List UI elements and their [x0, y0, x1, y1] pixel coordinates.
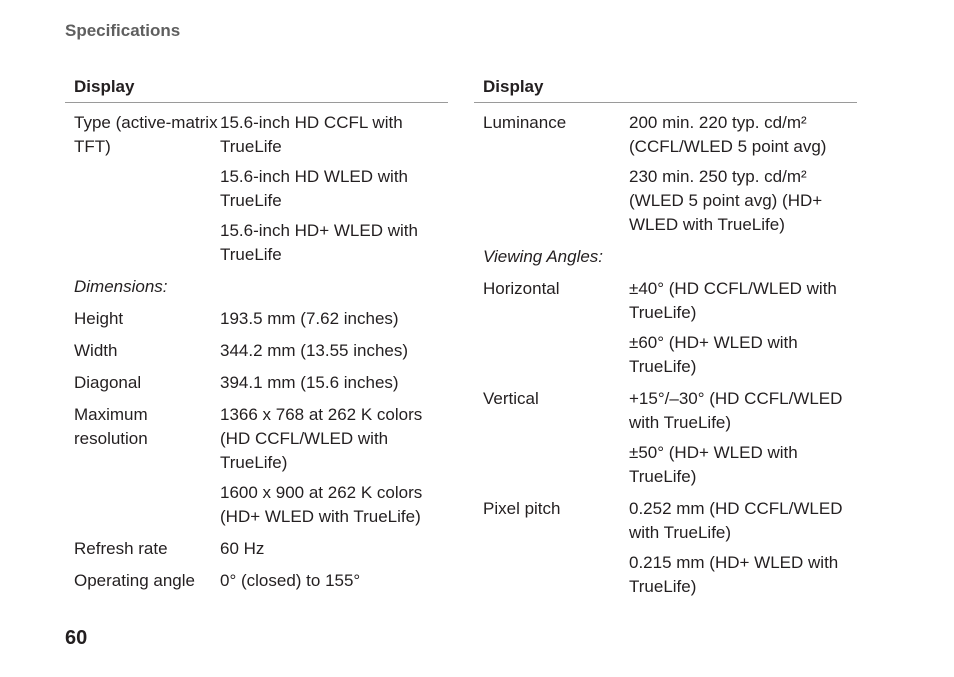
- spec-value: ±60° (HD+ WLED with TrueLife): [629, 333, 798, 376]
- spec-subheading: Dimensions:: [74, 277, 168, 296]
- spec-value: 1366 x 768 at 262 K colors (HD CCFL/WLED with TrueLife): [220, 405, 423, 472]
- spec-row: [65, 307, 448, 331]
- column-heading: Display: [65, 76, 448, 103]
- spec-value: +15°/–30° (HD CCFL/WLED with TrueLife): [629, 389, 843, 432]
- spec-value: 230 min. 250 typ. cd/m² (WLED 5 point avg) (HD+ WLED with TrueLife): [629, 167, 823, 234]
- spec-row: [474, 111, 857, 237]
- spec-rows: [65, 103, 448, 593]
- page-number: 60: [65, 627, 88, 649]
- spec-values: [220, 111, 448, 267]
- spec-label: Maximum resolution: [74, 405, 148, 448]
- spec-value: 15.6-inch HD CCFL with TrueLife: [220, 113, 403, 156]
- spec-value: 15.6-inch HD WLED with TrueLife: [220, 167, 409, 210]
- spec-values: [629, 387, 857, 489]
- spec-values: [220, 307, 448, 331]
- spec-values: [220, 537, 448, 561]
- spec-value: 394.1 mm (15.6 inches): [220, 373, 399, 392]
- spec-values: [629, 277, 857, 379]
- spec-value: 60 Hz: [220, 539, 265, 558]
- spec-label: Vertical: [483, 389, 539, 408]
- spec-row: [474, 497, 857, 599]
- spec-value: 0.252 mm (HD CCFL/WLED with TrueLife): [629, 499, 843, 542]
- spec-label: Refresh rate: [74, 539, 168, 558]
- display-column-left: [65, 76, 448, 601]
- spec-row: [474, 277, 857, 379]
- column-heading: Display: [474, 76, 857, 103]
- spec-label: Type (active-matrix TFT): [74, 113, 218, 156]
- spec-label: Operating angle: [74, 571, 195, 590]
- spec-value: 1600 x 900 at 262 K colors (HD+ WLED with TrueLife): [220, 483, 423, 526]
- spec-value: 200 min. 220 typ. cd/m² (CCFL/WLED 5 point avg): [629, 113, 827, 156]
- spec-row: [65, 111, 448, 267]
- spec-row: [65, 371, 448, 395]
- spec-value: 15.6-inch HD+ WLED with TrueLife: [220, 221, 418, 264]
- spec-label: Width: [74, 341, 118, 360]
- spec-rows: [474, 103, 857, 599]
- spec-label: Horizontal: [483, 279, 560, 298]
- spec-values: [629, 497, 857, 599]
- spec-value: ±40° (HD CCFL/WLED with TrueLife): [629, 279, 837, 322]
- spec-subheading: Viewing Angles:: [483, 247, 604, 266]
- spec-values: [220, 403, 448, 529]
- spec-value: 344.2 mm (13.55 inches): [220, 341, 409, 360]
- spec-values: [220, 339, 448, 363]
- spec-value: ±50° (HD+ WLED with TrueLife): [629, 443, 798, 486]
- display-column-right: [474, 76, 857, 607]
- spec-label: Luminance: [483, 113, 567, 132]
- spec-values: [220, 371, 448, 395]
- section-title: Specifications: [65, 21, 181, 40]
- spec-value: 0° (closed) to 155°: [220, 571, 361, 590]
- spec-values: [629, 111, 857, 237]
- spec-row: [65, 569, 448, 593]
- spec-label: Diagonal: [74, 373, 142, 392]
- spec-row: [474, 387, 857, 489]
- spec-values: [220, 569, 448, 593]
- spec-row: [65, 537, 448, 561]
- spec-row: [65, 403, 448, 529]
- spec-label: Height: [74, 309, 124, 328]
- spec-label: Pixel pitch: [483, 499, 561, 518]
- spec-row: [65, 339, 448, 363]
- spec-value: 193.5 mm (7.62 inches): [220, 309, 399, 328]
- spec-value: 0.215 mm (HD+ WLED with TrueLife): [629, 553, 839, 596]
